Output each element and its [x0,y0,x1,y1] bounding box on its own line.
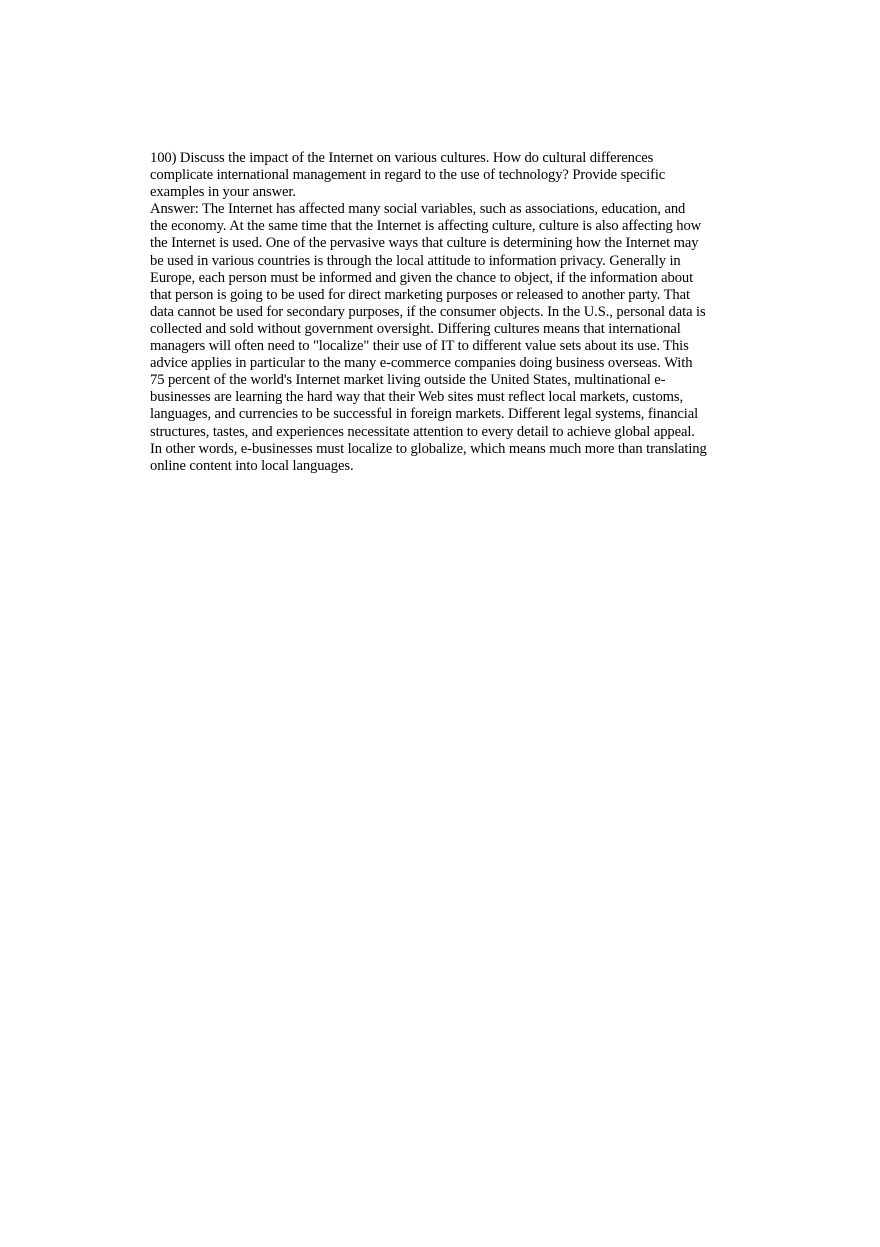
answer-line: collected and sold without government oversight. Differing cultures means that international [150,320,681,337]
answer-line: the Internet is used. One of the pervasive ways that culture is determining how the Internet may [150,235,699,252]
answer-line: the economy. At the same time that the Internet is affecting culture, culture is also affecting how [150,218,702,235]
answer-line: managers will often need to "localize" their use of IT to different value sets about its use. This [150,338,689,355]
answer-line: In other words, e-businesses must localize to globalize, which means much more than translating [150,440,707,457]
question-answer-block [150,150,750,475]
answer-line: Europe, each person must be informed and given the chance to object, if the information about [150,269,694,286]
answer-line: online content into local languages. [150,457,354,474]
question-text [150,150,750,201]
question-line: examples in your answer. [150,184,296,201]
answer-text [150,201,750,475]
answer-line: data cannot be used for secondary purposes, if the consumer objects. In the U.S., personal data is [150,303,706,320]
answer-line: structures, tastes, and experiences necessitate attention to every detail to achieve global appeal. [150,423,695,440]
answer-line: be used in various countries is through the local attitude to information privacy. Generally in [150,252,681,269]
answer-line: 75 percent of the world's Internet market living outside the United States, multinational e- [150,372,666,389]
question-line: complicate international management in regard to the use of technology? Provide specific [150,167,666,184]
question-line: 100) Discuss the impact of the Internet on various cultures. How do cultural differences [150,150,654,166]
answer-line: languages, and currencies to be successful in foreign markets. Different legal systems, financial [150,406,699,423]
answer-line: Answer: The Internet has affected many social variables, such as associations, education, and [150,201,686,218]
answer-line: advice applies in particular to the many e-commerce companies doing business overseas. With [150,355,693,372]
answer-line: that person is going to be used for direct marketing purposes or released to another party. That [150,286,690,303]
answer-line: businesses are learning the hard way that their Web sites must reflect local markets, customs, [150,389,684,406]
